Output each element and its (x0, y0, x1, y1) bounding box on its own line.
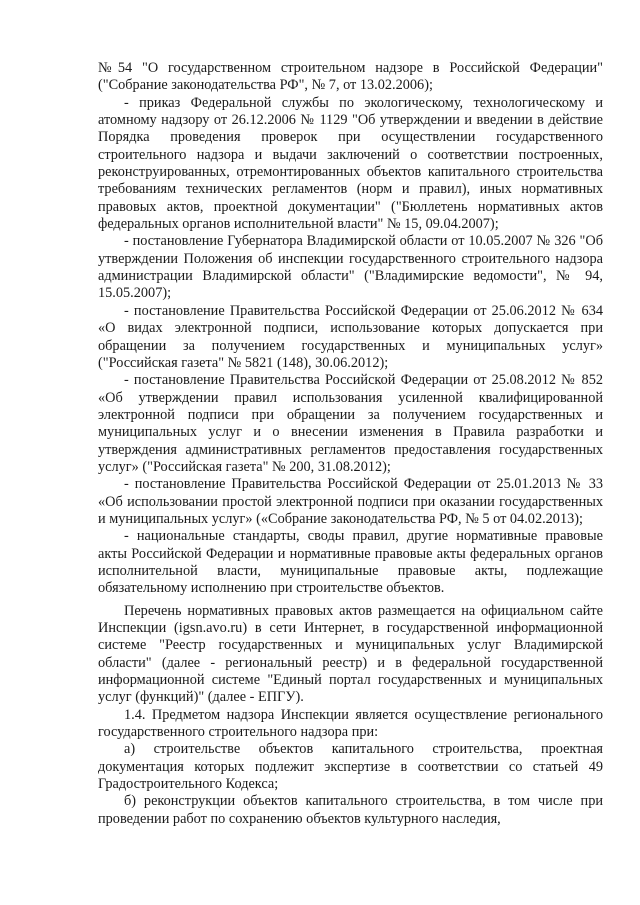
paragraph-national-standards: - национальные стандарты, своды правил, другие нормативные правовые акты Российской Федерации и нормативные правовые акты федеральных органов исполнительной власти, муниципальные правовые акты, подлежащие обязательному исполнению при строительстве объектов. (98, 528, 603, 597)
paragraph-item-b: б) реконструкции объектов капитального строительства, в том числе при проведении работ по сохранению объектов культурного наследия, (98, 793, 603, 827)
document-body (98, 60, 603, 828)
paragraph-government-decree-33: - постановление Правительства Российской Федерации от 25.01.2013 № 33 «Об использовании простой электронной подписи при оказании государственных и муниципальных услуг» («Собрание законодательства РФ, № 5 от 04.02.2013); (98, 476, 603, 527)
paragraph-item-a: а) строительстве объектов капитального строительства, проектная документация которых подлежит экспертизе в соответствии со статьей 49 Градостроительного Кодекса; (98, 741, 603, 793)
paragraph-law-reference: №54 "О государственном строительном надзоре в Российской Федерации" ("Собрание законодательства РФ", № 7, от 13.02.2006); (98, 60, 603, 94)
paragraph-rostekhnadzor-order: - приказ Федеральной службы по экологическому, технологическому и атомному надзору от 26.12.2006 № 1129 "Об утверждении и введении в действие Порядка проведения проверок при осуществлении государственного строительного надзора и выдачи заключений о соответствии построенных, реконструированных, отремонтированных объектов капитального строительства требованиям технических регламентов (норм и правил), иных нормативных правовых актов, проектной документации" ("Бюллетень нормативных актов федеральных органов исполнительной власти" № 15, 09.04.2007); (98, 94, 603, 233)
paragraph-government-decree-852: - постановление Правительства Российской Федерации от 25.08.2012 № 852 «Об утверждении правил использования усиленной квалифицированной электронной подписи при обращении за получением государственных и муниципальных услуг и о внесении изменения в Правила разработки и утверждения административных регламентов предоставления государственных услуг» ("Российская газета" № 200, 31.08.2012); (98, 372, 603, 475)
paragraph-section-1-4: 1.4. Предметом надзора Инспекции является осуществление регионального государственного строительного надзора при: (98, 706, 603, 741)
paragraph-acts-list-publication: Перечень нормативных правовых актов размещается на официальном сайте Инспекции (igsn.avo.ru) в сети Интернет, в государственной информационной системе "Реестр государственных и муниципальных услуг Владимирской области" (далее - региональный реестр) и в федеральной государственной информационной системе "Единый портал государственных и муниципальных услуг (функций)" (далее - ЕПГУ). (98, 602, 603, 706)
paragraph-government-decree-634: - постановление Правительства Российской Федерации от 25.06.2012 № 634 «О видах электронной подписи, использование которых допускается при обращении за получением государственных и муниципальных услуг» ("Российская газета" № 5821 (148), 30.06.2012); (98, 302, 603, 371)
paragraph-governor-decree: - постановление Губернатора Владимирской области от 10.05.2007 № 326 "Об утверждении Положения об инспекции государственного строительного надзора администрации Владимирской области" ("Владимирские ведомости", № 94, 15.05.2007); (98, 233, 603, 302)
